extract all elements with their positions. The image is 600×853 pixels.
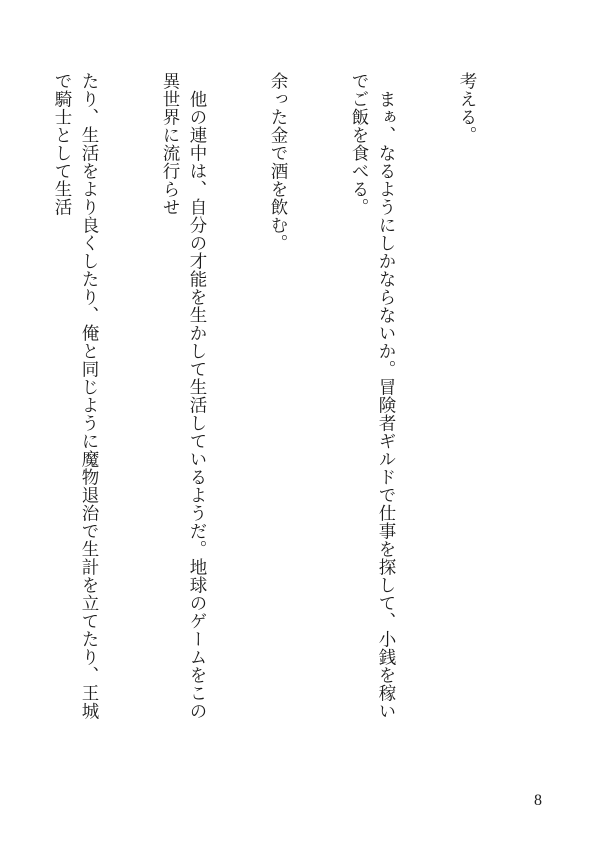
text-line: まぁ、なるようにしかならないか。冒険者ギルドで仕事を探して、小銭を稼いでご飯を食べる。: [349, 72, 396, 720]
body-text: [0, 72, 534, 732]
page-number: 8: [534, 792, 542, 809]
text-line: 余った金で酒を飲む。: [268, 72, 288, 252]
text-line: 他の連中は、自分の才能を生かして生活しているようだ。地球のゲームをこの異世界に流行らせ: [160, 72, 207, 720]
text-line: たり、生活をより良くしたり、俺と同じように魔物退治で生計を立てたり、王城で騎士として生活: [52, 72, 99, 720]
text-line: 考える。: [457, 72, 477, 144]
